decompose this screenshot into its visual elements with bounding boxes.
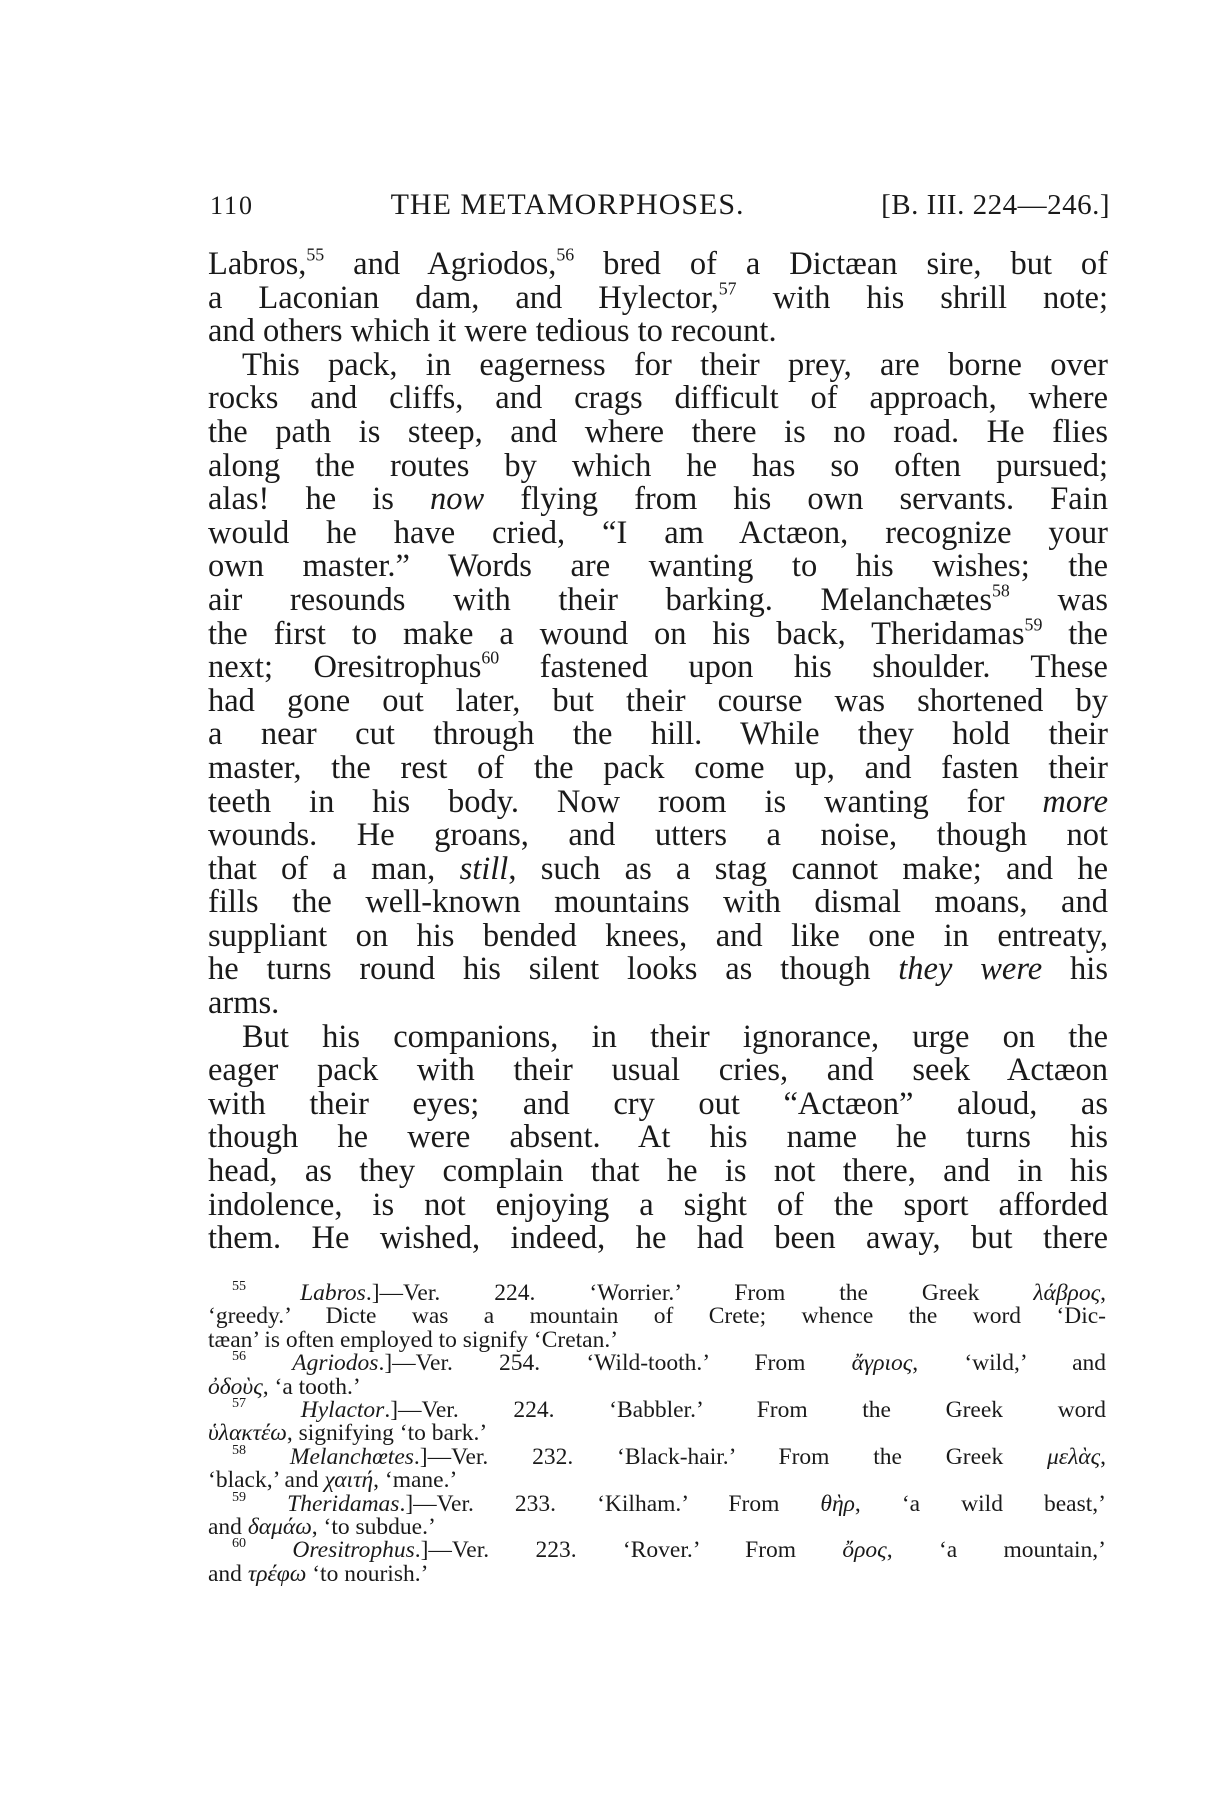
text-run: ‘black,’ and: [208, 1467, 325, 1494]
italic-text: still: [459, 850, 509, 887]
text-run: though he were absent. At his name he turns his: [208, 1119, 1108, 1156]
line-range: [B. III. 224—246.]: [881, 189, 1110, 221]
text-run: .]—Ver. 233. ‘Kilham.’ From: [399, 1490, 821, 1517]
text-run: , ‘a wild beast,’: [854, 1490, 1106, 1517]
text-line: [208, 413, 1108, 450]
text-run: the first to make a wound on his back, Theridamas: [208, 615, 1025, 652]
text-line: [208, 917, 1108, 954]
footnote-marker: 57: [232, 1395, 247, 1412]
paragraph: [208, 244, 1108, 350]
footnote-marker: 58: [992, 580, 1010, 601]
greek-word: μελὰς: [1047, 1443, 1101, 1470]
footnote-line: [208, 1326, 1106, 1353]
paragraph: [208, 1018, 1108, 1257]
italic-text: Agriodos: [292, 1350, 379, 1377]
footnote-line: [208, 1305, 1106, 1328]
italic-text: they were: [898, 951, 1043, 988]
italic-text: Theridamas: [287, 1490, 400, 1517]
text-run: suppliant on his bended knees, and like one in entreaty,: [208, 917, 1108, 954]
text-run: arms.: [208, 985, 280, 1022]
text-run: bred of a Dictæan sire, but of: [574, 246, 1108, 282]
text-line: [208, 682, 1108, 719]
text-line: [208, 244, 1108, 282]
text-run: that of a man,: [208, 850, 460, 887]
text-run: [246, 1350, 292, 1376]
text-line: [208, 647, 1108, 686]
text-run: the path is steep, and where there is no road. He flies: [208, 413, 1108, 450]
footnote-marker: 55: [232, 1278, 247, 1295]
text-line: [208, 850, 1109, 887]
text-line: [208, 1186, 1108, 1223]
text-line: [208, 1018, 1108, 1055]
footnote-line: [208, 1395, 1107, 1424]
footnote-marker: 59: [232, 1488, 247, 1505]
text-run: along the routes by which he has so often pursued;: [208, 447, 1108, 484]
text-line: [208, 1054, 1108, 1088]
text-line: [208, 718, 1108, 752]
text-run: indolence, is not enjoying a sight of the sport afforded: [208, 1186, 1108, 1223]
running-title: THE METAMORPHOSES.: [390, 188, 745, 221]
footnote-marker: 57: [718, 278, 737, 299]
text-line: [208, 1121, 1108, 1155]
text-line: [208, 483, 1108, 517]
greek-word: λάβρος: [1033, 1280, 1101, 1306]
text-run: had gone out later, but their course was shortened by: [208, 682, 1108, 719]
greek-word: δαμάω: [247, 1514, 312, 1541]
footnote-line: [208, 1516, 1106, 1539]
text-run: fastened upon his shoulder. These: [499, 649, 1108, 686]
text-run: [246, 1280, 300, 1306]
text-run: next; Oresitrophus: [208, 649, 482, 686]
text-line: [208, 447, 1108, 484]
text-line: [208, 1222, 1108, 1256]
footnote-marker: 56: [232, 1348, 247, 1365]
footnote: [208, 1395, 1107, 1447]
footnote-line: [208, 1535, 1106, 1564]
text-line: [208, 315, 1108, 349]
greek-word: θὴρ: [820, 1490, 855, 1517]
greek-word: ἄγριος: [851, 1350, 913, 1377]
text-line: [208, 749, 1108, 786]
text-run: , ‘to subdue.’: [311, 1514, 436, 1541]
text-run: , such as a stag cannot make; and he: [508, 850, 1109, 887]
page-number: 110: [210, 191, 255, 220]
text-run: fills the well-known mountains with dismal moans, and: [208, 884, 1108, 921]
text-run: eager pack with their usual cries, and seek Actæon: [208, 1052, 1108, 1089]
text-run: .]—Ver. 232. ‘Black-hair.’ From the Greek: [413, 1443, 1048, 1470]
text-run: he turns round his silent looks as though: [208, 951, 899, 988]
italic-text: more: [1042, 783, 1108, 820]
text-run: .]—Ver. 254. ‘Wild-tooth.’ From: [378, 1350, 852, 1377]
text-line: [208, 819, 1108, 853]
text-line: [208, 514, 1108, 551]
text-run: Labros,: [208, 246, 307, 282]
paragraph: [208, 346, 1109, 1022]
text-run: his: [1042, 951, 1108, 988]
text-run: wounds. He groans, and utters a noise, though not: [208, 817, 1108, 854]
footnote-line: [208, 1348, 1107, 1377]
footnotes: [208, 1278, 1107, 1587]
footnote: [208, 1278, 1107, 1353]
text-run: .]—Ver. 224. ‘Babbler.’ From the Greek word: [384, 1397, 1107, 1424]
text-run: would he have cried, “I am Actæon, recognize your: [208, 514, 1108, 551]
italic-text: Labros: [300, 1280, 366, 1306]
footnote-line: [208, 1488, 1106, 1517]
text-run: them. He wished, indeed, he had been away, but there: [208, 1220, 1108, 1257]
text-run: flying from his own servants. Fain: [484, 481, 1109, 518]
greek-word: ὑλακτέω: [208, 1420, 287, 1447]
text-run: [246, 1397, 301, 1423]
text-run: the: [1042, 615, 1108, 652]
text-line: [208, 886, 1108, 920]
footnote-line: [208, 1278, 1107, 1306]
italic-text: now: [430, 481, 485, 518]
text-run: ‘greedy.’ Dicte was a mountain of Crete; whence the word ‘Dic-: [208, 1303, 1106, 1330]
text-run: a near cut through the hill. While they hold their: [208, 716, 1108, 753]
text-run: a Laconian dam, and Hylector,: [208, 279, 719, 316]
text-line: [208, 346, 1108, 383]
footnote-line: [208, 1469, 1106, 1492]
footnote-marker: 56: [556, 244, 575, 265]
text-run: , ‘a mountain,’: [886, 1537, 1106, 1564]
text-run: air resounds with their barking. Melanchætes: [208, 581, 992, 618]
greek-word: τρέφω: [247, 1560, 307, 1587]
text-run: rocks and cliffs, and crags difficult of approach, where: [208, 380, 1108, 417]
text-run: [246, 1444, 290, 1470]
text-run: head, as they complain that he is not there, and in his: [208, 1153, 1108, 1190]
text-run: .]—Ver. 224. ‘Worrier.’ From the Greek: [365, 1280, 1034, 1306]
text-run: with their eyes; and cry out “Actæon” aloud, as: [208, 1085, 1108, 1122]
text-run: and: [208, 1514, 248, 1541]
footnote: [208, 1488, 1106, 1541]
text-run: , ‘wild,’ and: [912, 1350, 1107, 1377]
body-text: [208, 244, 1109, 1257]
text-run: .]—Ver. 223. ‘Rover.’ From: [414, 1537, 843, 1564]
text-run: , ‘mane.’: [373, 1467, 458, 1494]
text-run: teeth in his body. Now room is wanting for: [208, 783, 1043, 820]
text-run: with his shrill note;: [736, 279, 1108, 316]
footnote-line: [208, 1373, 1106, 1400]
text-line: [208, 580, 1108, 618]
text-run: [246, 1537, 292, 1563]
text-run: and: [208, 1560, 248, 1587]
footnote-marker: 59: [1024, 614, 1043, 635]
footnote: [208, 1441, 1106, 1494]
footnote: [208, 1535, 1106, 1587]
text-line: [208, 1085, 1108, 1122]
footnote-marker: 55: [306, 244, 325, 265]
text-run: ,: [1100, 1443, 1106, 1470]
text-run: tæan’ is often employed to signify ‘Cretan.’: [208, 1326, 619, 1353]
footnote-marker: 58: [232, 1441, 247, 1458]
text-run: alas! he is: [208, 481, 431, 518]
text-run: , ‘a tooth.’: [262, 1373, 361, 1400]
text-line: [208, 382, 1108, 416]
footnote-line: [208, 1422, 1106, 1445]
greek-word: χαιτή: [324, 1467, 374, 1494]
italic-text: Hylactor: [300, 1397, 385, 1424]
text-line: [208, 614, 1108, 652]
greek-word: ὄρος: [842, 1537, 887, 1564]
footnote-marker: 60: [481, 647, 500, 668]
text-line: [208, 278, 1108, 316]
text-run: [246, 1491, 287, 1517]
footnote-line: [208, 1441, 1106, 1470]
text-run: ‘to nourish.’: [306, 1560, 429, 1587]
greek-word: ὀδοὺς: [208, 1373, 263, 1400]
italic-text: Melanchœtes: [289, 1443, 414, 1470]
text-line: [208, 1155, 1108, 1189]
text-run: But his companions, in their ignorance, urge on the: [242, 1018, 1108, 1055]
text-run: own master.” Words are wanting to his wishes; the: [208, 548, 1108, 585]
text-run: This pack, in eagerness for their prey, are borne over: [242, 346, 1108, 383]
text-line: [208, 550, 1108, 584]
text-line: [208, 987, 1108, 1021]
text-run: master, the rest of the pack come up, and fasten their: [208, 749, 1108, 786]
footnote: [208, 1348, 1107, 1400]
text-run: was: [1009, 581, 1108, 618]
text-run: and Agriodos,: [324, 246, 557, 282]
running-head: [210, 188, 1110, 222]
footnote-line: [208, 1560, 1106, 1587]
text-run: ,: [1100, 1280, 1107, 1306]
text-run: , signifying ‘to bark.’: [286, 1420, 488, 1447]
text-run: and others which it were tedious to recount.: [208, 313, 777, 350]
italic-text: Oresitrophus: [292, 1537, 415, 1564]
text-line: [208, 953, 1108, 987]
text-line: [208, 783, 1108, 820]
footnote-marker: 60: [232, 1535, 247, 1552]
